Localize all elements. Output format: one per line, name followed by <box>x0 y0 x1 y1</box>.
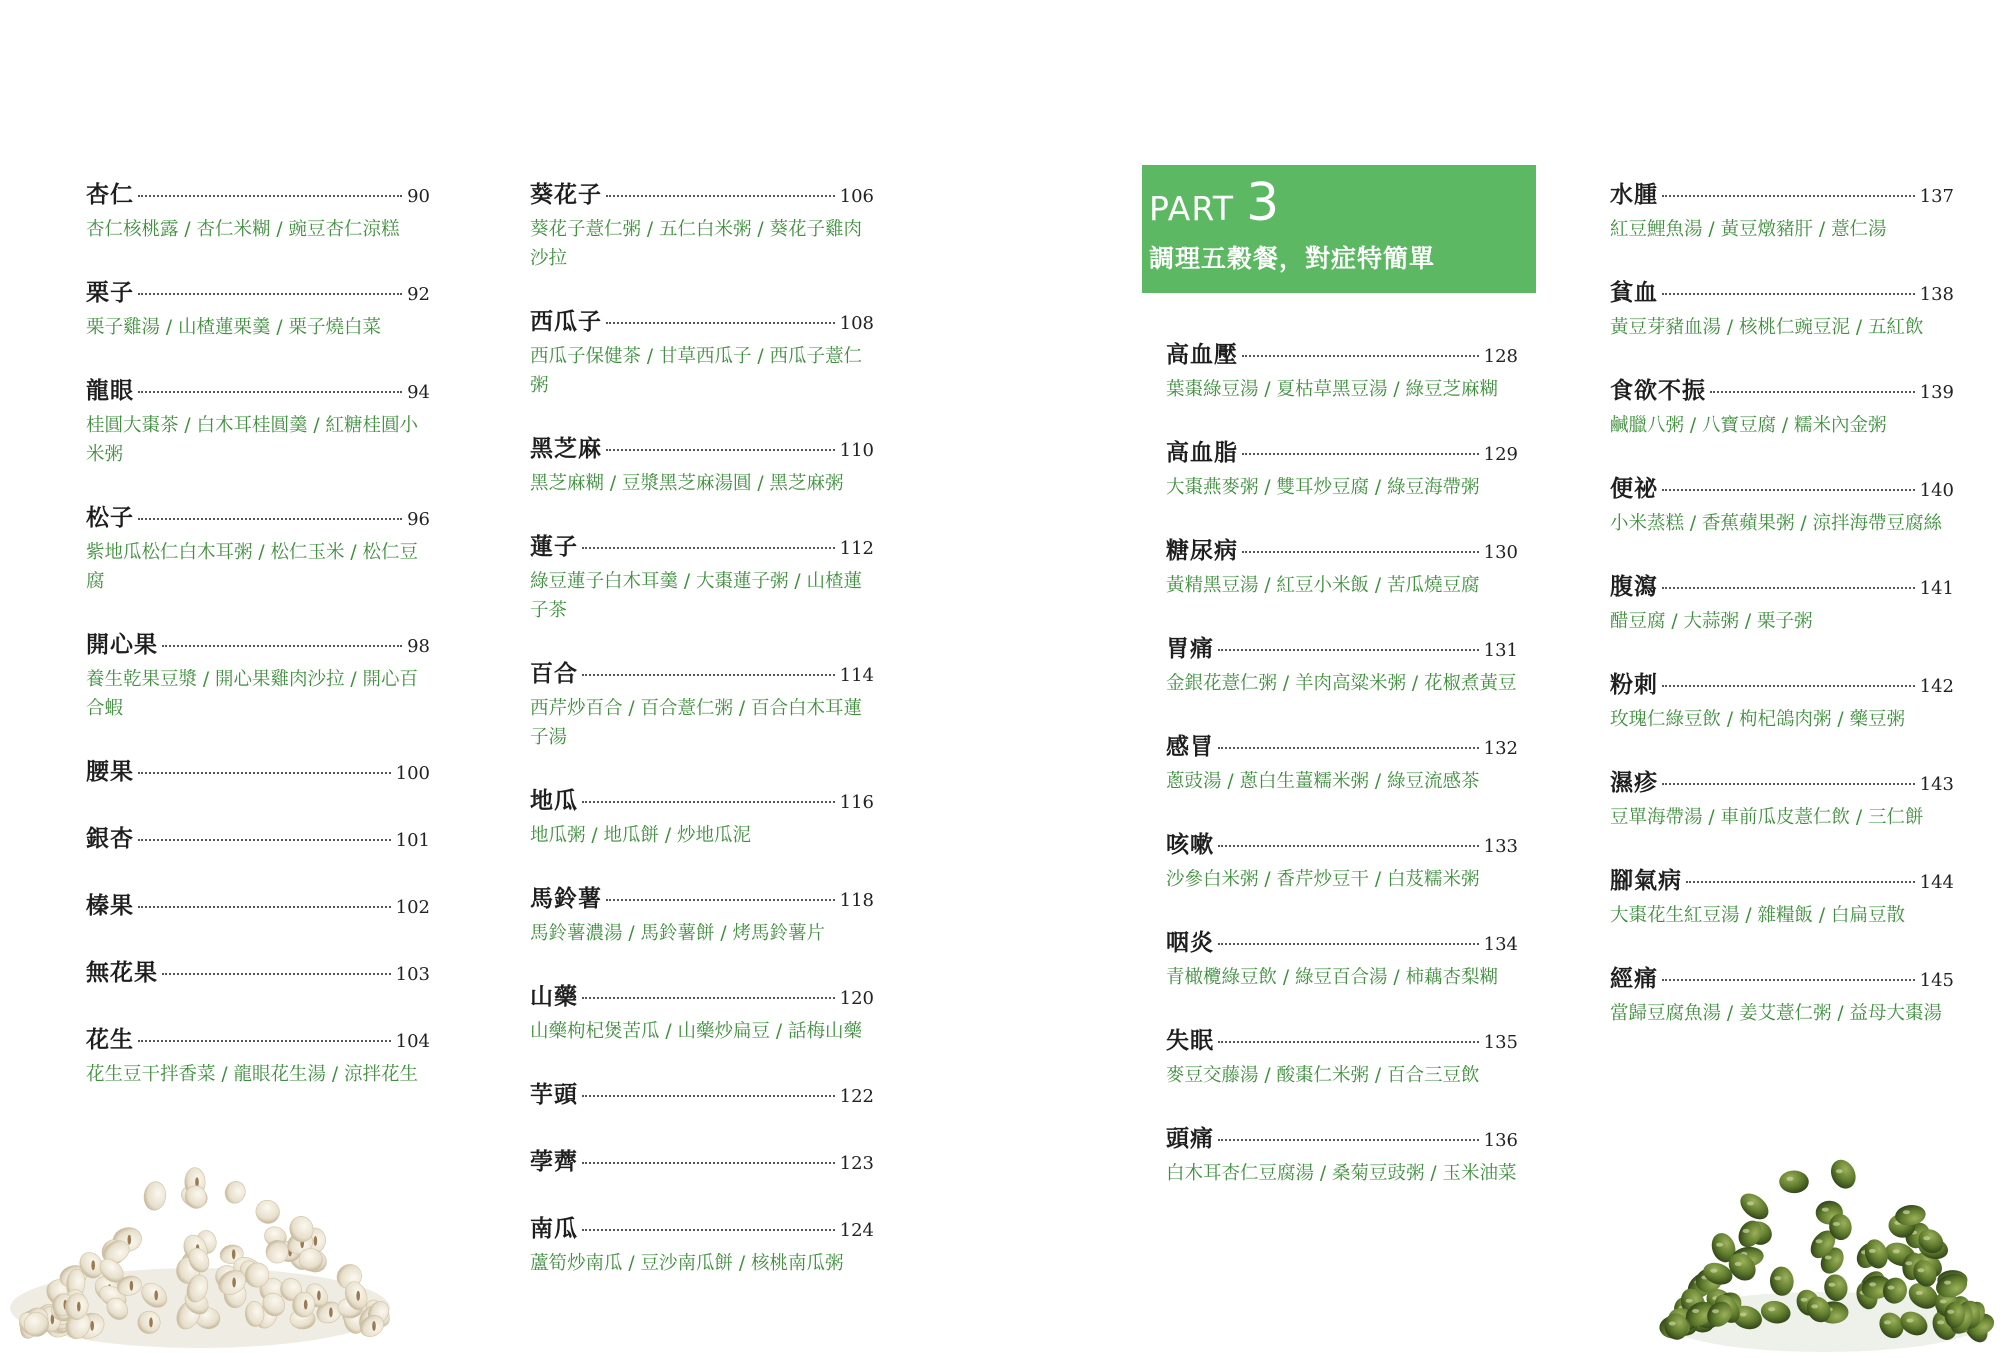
recipe-list: 杏仁核桃露 / 杏仁米糊 / 豌豆杏仁涼糕 <box>86 219 400 240</box>
toc-entry[interactable] <box>1166 1120 1518 1188</box>
recipe-list: 綠豆蓮子白木耳羹 / 大棗蓮子粥 / 山楂蓮子茶 <box>530 571 862 621</box>
entry-title: 榛果 <box>86 892 134 919</box>
entry-title: 無花果 <box>86 959 158 986</box>
toc-entry[interactable] <box>86 954 430 988</box>
page-number: 133 <box>1483 836 1518 857</box>
entry-title: 松子 <box>86 504 134 531</box>
entry-title: 銀杏 <box>86 825 134 852</box>
page-number: 137 <box>1919 186 1954 207</box>
entry-title: 濕疹 <box>1610 769 1658 796</box>
entry-title: 高血脂 <box>1166 439 1238 466</box>
toc-column-2 <box>530 176 874 1308</box>
toc-column-4 <box>1610 176 1954 1058</box>
recipe-list: 蘆筍炒南瓜 / 豆沙南瓜餅 / 核桃南瓜粥 <box>530 1253 844 1274</box>
dot-leader <box>138 906 391 908</box>
dot-leader <box>1218 1041 1479 1043</box>
entry-title: 糖尿病 <box>1166 537 1238 564</box>
toc-entry[interactable] <box>530 1076 874 1110</box>
page-number: 110 <box>839 440 874 461</box>
toc-entry[interactable] <box>530 430 874 498</box>
recipe-list: 馬鈴薯濃湯 / 馬鈴薯餅 / 烤馬鈴薯片 <box>530 923 825 944</box>
page-number: 116 <box>839 792 874 813</box>
dot-leader <box>1218 845 1479 847</box>
entry-title: 芋頭 <box>530 1081 578 1108</box>
toc-entry[interactable] <box>1166 434 1518 502</box>
toc-entry[interactable] <box>530 1143 874 1177</box>
part-number: 3 <box>1246 173 1280 233</box>
dot-leader <box>1218 649 1479 651</box>
page-number: 134 <box>1483 934 1518 955</box>
dot-leader <box>1218 943 1479 945</box>
toc-entry[interactable] <box>1166 1022 1518 1090</box>
entry-title: 腹瀉 <box>1610 573 1658 600</box>
dot-leader <box>1710 391 1915 393</box>
recipe-list: 醋豆腐 / 大蒜粥 / 栗子粥 <box>1610 611 1813 632</box>
entry-title: 胃痛 <box>1166 635 1214 662</box>
entry-title: 腰果 <box>86 758 134 785</box>
page-number: 129 <box>1483 444 1518 465</box>
toc-entry[interactable] <box>530 1210 874 1278</box>
entry-title: 黑芝麻 <box>530 435 602 462</box>
toc-entry[interactable] <box>1166 336 1518 404</box>
toc-entry[interactable] <box>86 626 430 723</box>
entry-title: 食欲不振 <box>1610 377 1706 404</box>
recipe-list: 鹹臘八粥 / 八寶豆腐 / 糯米內金粥 <box>1610 415 1887 436</box>
page-number: 92 <box>407 284 430 305</box>
page-number: 123 <box>839 1153 874 1174</box>
toc-entry[interactable] <box>86 176 430 244</box>
dot-leader <box>1662 783 1915 785</box>
dot-leader <box>582 674 835 676</box>
recipe-list: 豆單海帶湯 / 車前瓜皮薏仁飲 / 三仁餅 <box>1610 807 1924 828</box>
dot-leader <box>582 547 835 549</box>
entry-title: 栗子 <box>86 279 134 306</box>
page-number: 143 <box>1919 774 1954 795</box>
entry-title: 花生 <box>86 1026 134 1053</box>
entry-title: 咽炎 <box>1166 929 1214 956</box>
recipe-list: 當歸豆腐魚湯 / 姜艾薏仁粥 / 益母大棗湯 <box>1610 1003 1942 1024</box>
dot-leader <box>1662 489 1915 491</box>
dot-leader <box>162 645 402 647</box>
recipe-list: 山藥枸杞煲苦瓜 / 山藥炒扁豆 / 話梅山藥 <box>530 1021 862 1042</box>
toc-entry[interactable] <box>86 820 430 854</box>
page-number: 141 <box>1919 578 1954 599</box>
recipe-list: 大棗燕麥粥 / 雙耳炒豆腐 / 綠豆海帶粥 <box>1166 477 1480 498</box>
page-number: 139 <box>1919 382 1954 403</box>
toc-entry[interactable] <box>530 880 874 948</box>
dot-leader <box>138 518 402 520</box>
toc-entry[interactable] <box>530 782 874 850</box>
toc-entry[interactable] <box>1610 568 1954 636</box>
page-number: 94 <box>407 382 430 403</box>
entry-title: 西瓜子 <box>530 308 602 335</box>
entry-title: 腳氣病 <box>1610 867 1682 894</box>
dot-leader <box>1662 685 1915 687</box>
page-number: 142 <box>1919 676 1954 697</box>
recipe-list: 花生豆干拌香菜 / 龍眼花生湯 / 涼拌花生 <box>86 1064 418 1085</box>
part-3-header <box>1142 165 1536 293</box>
page-number: 120 <box>839 988 874 1009</box>
dot-leader <box>162 973 391 975</box>
page-number: 140 <box>1919 480 1954 501</box>
dot-leader <box>1662 587 1915 589</box>
page-number: 135 <box>1483 1032 1518 1053</box>
toc-entry[interactable] <box>1166 728 1518 796</box>
recipe-list: 黃精黑豆湯 / 紅豆小米飯 / 苦瓜燒豆腐 <box>1166 575 1480 596</box>
toc-entry[interactable] <box>1166 630 1518 698</box>
entry-title: 蓮子 <box>530 533 578 560</box>
page-number: 104 <box>395 1031 430 1052</box>
page-number: 98 <box>407 636 430 657</box>
part-subtitle: 調理五穀餐，對症特簡單 <box>1149 244 1436 273</box>
recipe-list: 葉棗綠豆湯 / 夏枯草黑豆湯 / 綠豆芝麻糊 <box>1166 379 1498 400</box>
dot-leader <box>606 322 835 324</box>
dot-leader <box>1662 195 1915 197</box>
toc-entry[interactable] <box>530 978 874 1046</box>
entry-title: 杏仁 <box>86 181 134 208</box>
toc-entry[interactable] <box>1610 764 1954 832</box>
dot-leader <box>138 293 402 295</box>
toc-entry[interactable] <box>1166 532 1518 600</box>
page-number: 101 <box>395 830 430 851</box>
dot-leader <box>138 772 391 774</box>
page-number: 102 <box>395 897 430 918</box>
page-number: 130 <box>1483 542 1518 563</box>
toc-entry[interactable] <box>530 528 874 625</box>
toc-entry[interactable] <box>86 372 430 469</box>
page-number: 112 <box>839 538 874 559</box>
entry-title: 貧血 <box>1610 279 1658 306</box>
entry-title: 頭痛 <box>1166 1125 1214 1152</box>
entry-title: 龍眼 <box>86 377 134 404</box>
recipe-list: 蔥豉湯 / 蔥白生薑糯米粥 / 綠豆流感茶 <box>1166 771 1480 792</box>
toc-entry[interactable] <box>86 274 430 342</box>
dot-leader <box>582 1162 835 1164</box>
recipe-list: 玫瑰仁綠豆飲 / 枸杞鴿肉粥 / 藥豆粥 <box>1610 709 1905 730</box>
toc-entry[interactable] <box>1610 372 1954 440</box>
dot-leader <box>138 195 402 197</box>
dot-leader <box>1242 551 1479 553</box>
recipe-list: 紫地瓜松仁白木耳粥 / 松仁玉米 / 松仁豆腐 <box>86 542 418 592</box>
entry-title: 便祕 <box>1610 475 1658 502</box>
entry-title: 馬鈴薯 <box>530 885 602 912</box>
part-label: PART <box>1149 189 1235 228</box>
dot-leader <box>1218 1139 1479 1141</box>
dot-leader <box>138 1040 391 1042</box>
dot-leader <box>1686 881 1915 883</box>
entry-title: 經痛 <box>1610 965 1658 992</box>
recipe-list: 沙參白米粥 / 香芹炒豆干 / 白芨糯米粥 <box>1166 869 1480 890</box>
recipe-list: 黑芝麻糊 / 豆漿黑芝麻湯圓 / 黑芝麻粥 <box>530 473 844 494</box>
page-number: 132 <box>1483 738 1518 759</box>
dot-leader <box>138 391 402 393</box>
recipe-list: 白木耳杏仁豆腐湯 / 桑菊豆豉粥 / 玉米油菜 <box>1166 1163 1517 1184</box>
toc-entry[interactable] <box>1610 862 1954 930</box>
toc-entry[interactable] <box>1166 924 1518 992</box>
dot-leader <box>138 839 391 841</box>
entry-title: 咳嗽 <box>1166 831 1214 858</box>
toc-column-1 <box>86 176 430 1119</box>
toc-entry[interactable] <box>530 655 874 752</box>
recipe-list: 黃豆芽豬血湯 / 核桃仁豌豆泥 / 五紅飲 <box>1610 317 1924 338</box>
entry-title: 水腫 <box>1610 181 1658 208</box>
dot-leader <box>1242 355 1479 357</box>
page-number: 128 <box>1483 346 1518 367</box>
dot-leader <box>582 801 835 803</box>
recipe-list: 紅豆鯉魚湯 / 黃豆燉豬肝 / 薏仁湯 <box>1610 219 1887 240</box>
recipe-list: 西瓜子保健茶 / 甘草西瓜子 / 西瓜子薏仁粥 <box>530 346 862 396</box>
page-number: 122 <box>839 1086 874 1107</box>
toc-entry[interactable] <box>530 176 874 273</box>
recipe-list: 桂圓大棗茶 / 白木耳桂圓羹 / 紅糖桂圓小米粥 <box>86 415 418 465</box>
dot-leader <box>606 899 835 901</box>
dot-leader <box>582 1095 835 1097</box>
toc-entry[interactable] <box>530 303 874 400</box>
toc-entry[interactable] <box>1610 666 1954 734</box>
recipe-list: 栗子雞湯 / 山楂蓮栗羹 / 栗子燒白菜 <box>86 317 381 338</box>
recipe-list: 小米蒸糕 / 香蕉蘋果粥 / 涼拌海帶豆腐絲 <box>1610 513 1942 534</box>
toc-entry[interactable] <box>86 887 430 921</box>
entry-title: 荸薺 <box>530 1148 578 1175</box>
recipe-list: 大棗花生紅豆湯 / 雜糧飯 / 白扁豆散 <box>1610 905 1905 926</box>
toc-entry[interactable] <box>1610 960 1954 1028</box>
dot-leader <box>1662 293 1915 295</box>
recipe-list: 養生乾果豆漿 / 開心果雞肉沙拉 / 開心百合蝦 <box>86 669 418 719</box>
toc-entry[interactable] <box>1610 274 1954 342</box>
toc-entry[interactable] <box>1610 176 1954 244</box>
dot-leader <box>1662 979 1915 981</box>
recipe-list: 西芹炒百合 / 百合薏仁粥 / 百合白木耳蓮子湯 <box>530 698 862 748</box>
recipe-list: 地瓜粥 / 地瓜餅 / 炒地瓜泥 <box>530 825 751 846</box>
page-number: 114 <box>839 665 874 686</box>
page-number: 136 <box>1483 1130 1518 1151</box>
recipe-list: 葵花子薏仁粥 / 五仁白米粥 / 葵花子雞肉沙拉 <box>530 219 862 269</box>
entry-title: 開心果 <box>86 631 158 658</box>
entry-title: 山藥 <box>530 983 578 1010</box>
toc-column-3 <box>1166 336 1518 1218</box>
toc-entry[interactable] <box>86 499 430 596</box>
mung-bean-photo <box>1644 1096 2008 1358</box>
entry-title: 地瓜 <box>530 787 578 814</box>
dot-leader <box>606 195 835 197</box>
entry-title: 粉刺 <box>1610 671 1658 698</box>
recipe-list: 青橄欖綠豆飲 / 綠豆百合湯 / 柿藕杏梨糊 <box>1166 967 1498 988</box>
entry-title: 百合 <box>530 660 578 687</box>
dot-leader <box>1218 747 1479 749</box>
page-number: 108 <box>839 313 874 334</box>
page-number: 106 <box>839 186 874 207</box>
page-number: 131 <box>1483 640 1518 661</box>
dot-leader <box>1242 453 1479 455</box>
toc-entry[interactable] <box>86 753 430 787</box>
page-number: 100 <box>395 763 430 784</box>
entry-title: 南瓜 <box>530 1215 578 1242</box>
page-number: 96 <box>407 509 430 530</box>
page-number: 118 <box>839 890 874 911</box>
entry-title: 感冒 <box>1166 733 1214 760</box>
entry-title: 高血壓 <box>1166 341 1238 368</box>
barley-photo <box>0 1096 424 1358</box>
dot-leader <box>582 997 835 999</box>
page-number: 124 <box>839 1220 874 1241</box>
page-number: 144 <box>1919 872 1954 893</box>
page-number: 103 <box>395 964 430 985</box>
page-number: 138 <box>1919 284 1954 305</box>
entry-title: 葵花子 <box>530 181 602 208</box>
dot-leader <box>582 1229 835 1231</box>
toc-entry[interactable] <box>86 1021 430 1089</box>
toc-entry[interactable] <box>1166 826 1518 894</box>
dot-leader <box>606 449 835 451</box>
entry-title: 失眠 <box>1166 1027 1214 1054</box>
toc-entry[interactable] <box>1610 470 1954 538</box>
recipe-list: 麥豆交藤湯 / 酸棗仁米粥 / 百合三豆飲 <box>1166 1065 1480 1086</box>
page-number: 90 <box>407 186 430 207</box>
recipe-list: 金銀花薏仁粥 / 羊肉高粱米粥 / 花椒煮黃豆 <box>1166 673 1517 694</box>
page-number: 145 <box>1919 970 1954 991</box>
